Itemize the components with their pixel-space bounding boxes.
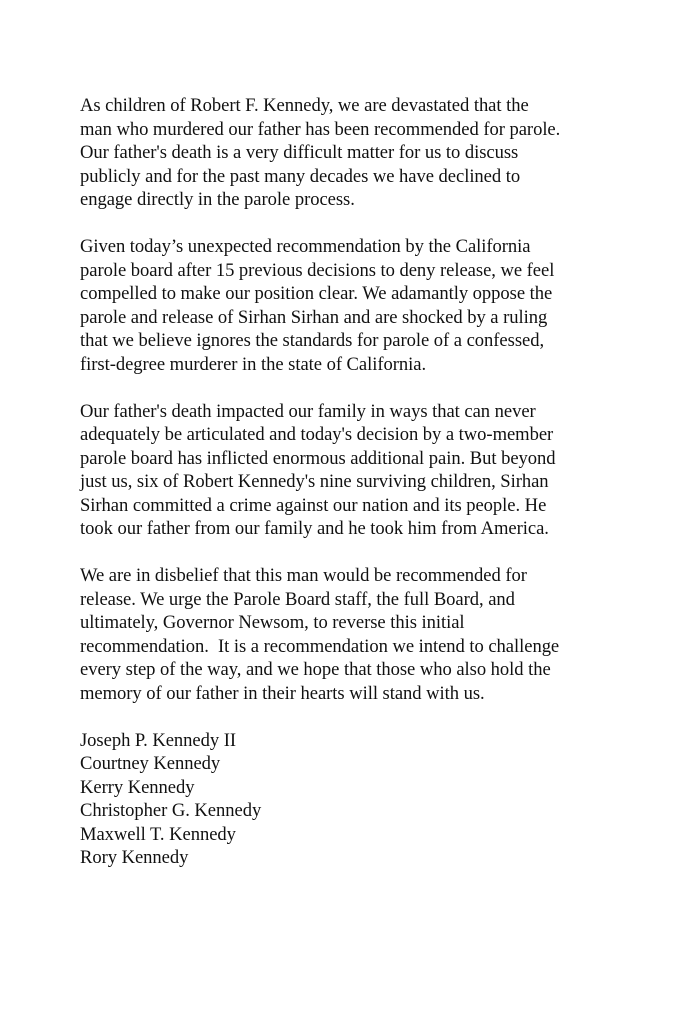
- text-line: first-degree murderer in the state of California.: [80, 353, 427, 375]
- signature-name: Rory Kennedy: [80, 847, 189, 868]
- paragraph-4: [80, 564, 640, 705]
- signature-name: Christopher G. Kennedy: [80, 800, 262, 821]
- signature-list: [80, 729, 640, 870]
- text-line: memory of our father in their hearts will stand with us.: [80, 682, 485, 704]
- text-line: ultimately, Governor Newsom, to reverse this initial: [80, 612, 465, 633]
- signature-name: Courtney Kennedy: [80, 753, 221, 774]
- text-line: Our father's death is a very difficult matter for us to discuss: [80, 142, 519, 163]
- text-line: parole board has inflicted enormous additional pain. But beyond: [80, 447, 556, 469]
- text-line: man who murdered our father has been recommended for parole.: [80, 118, 561, 140]
- text-line: compelled to make our position clear. We adamantly oppose the: [80, 283, 553, 304]
- text-line: parole and release of Sirhan Sirhan and are shocked by a ruling: [80, 306, 548, 328]
- paragraph-1: [80, 94, 640, 212]
- text-line: publicly and for the past many decades we have declined to: [80, 165, 521, 187]
- text-line: Sirhan committed a crime against our nation and its people. He: [80, 494, 547, 516]
- text-line: every step of the way, and we hope that those who also hold the: [80, 659, 551, 680]
- text-line: Given today’s unexpected recommendation by the California: [80, 236, 531, 257]
- text-line: took our father from our family and he took him from America.: [80, 518, 549, 539]
- text-line: just us, six of Robert Kennedy's nine surviving children, Sirhan: [80, 471, 549, 492]
- text-line: release. We urge the Parole Board staff, the full Board, and: [80, 588, 515, 610]
- text-line: Our father's death impacted our family in ways that can never: [80, 400, 536, 422]
- text-line: that we believe ignores the standards for parole of a confessed,: [80, 330, 545, 351]
- text-line: engage directly in the parole process.: [80, 189, 355, 210]
- text-line: parole board after 15 previous decisions to deny release, we feel: [80, 259, 555, 281]
- letter-body: [80, 94, 640, 870]
- paragraph-3: [80, 400, 640, 541]
- text-line: We are in disbelief that this man would be recommended for: [80, 565, 527, 586]
- text-line: As children of Robert F. Kennedy, we are devastated that the: [80, 95, 529, 116]
- paragraph-2: [80, 235, 640, 376]
- signature-name: Joseph P. Kennedy II: [80, 729, 236, 751]
- text-line: recommendation. It is a recommendation we intend to challenge: [80, 635, 560, 657]
- signature-name: Maxwell T. Kennedy: [80, 823, 236, 845]
- signature-name: Kerry Kennedy: [80, 776, 195, 798]
- text-line: adequately be articulated and today's decision by a two-member: [80, 424, 554, 445]
